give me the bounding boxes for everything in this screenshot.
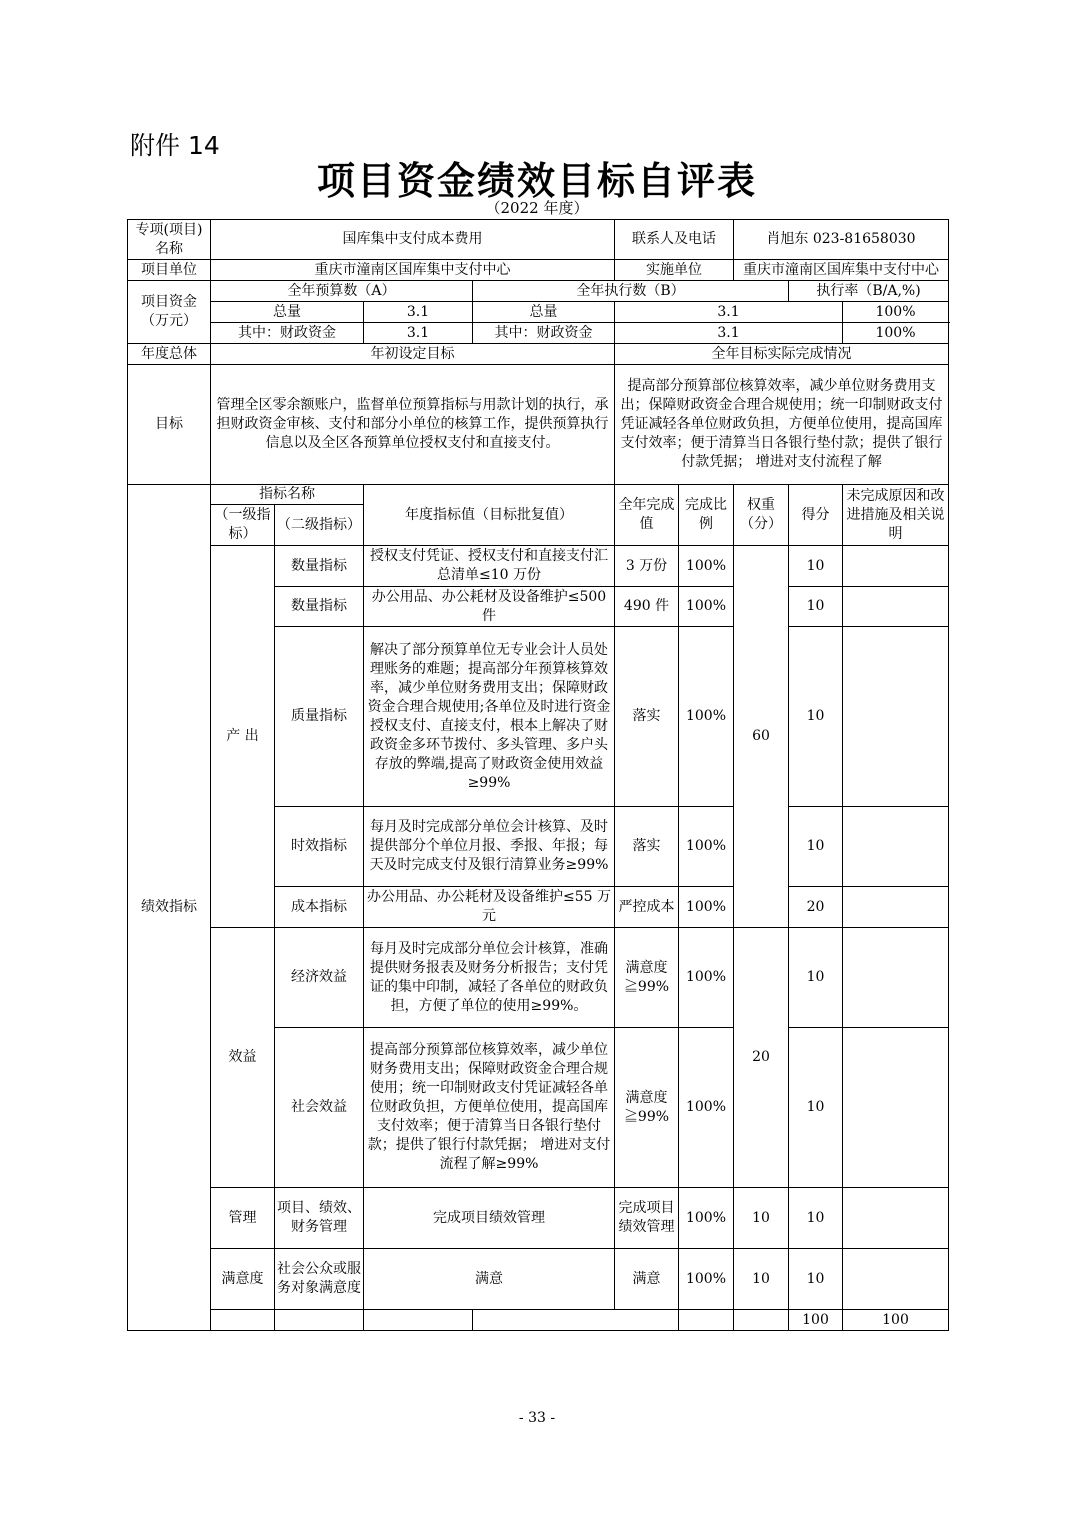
ratio-cell: 100%: [679, 807, 734, 887]
total-exec-label: 总量: [473, 302, 615, 323]
reason-cell: [843, 928, 949, 1028]
project-name-value: 国库集中支付成本费用: [211, 220, 615, 260]
value-cell: 满意度≧99%: [615, 1028, 679, 1188]
reason-cell: [843, 1249, 949, 1310]
fiscal-exec: 3.1: [615, 323, 843, 344]
value-cell: 完成项目绩效管理: [615, 1188, 679, 1249]
score-cell: 10: [789, 1249, 843, 1310]
total-budget: 3.1: [364, 302, 473, 323]
ratio-cell: 100%: [679, 887, 734, 928]
target-cell: 每月及时完成部分单位会计核算，准确提供财务报表及财务分析报告；支付凭证的集中印制，减轻了各单位的财政负担，方便了单位的使用≥99%。: [364, 928, 615, 1028]
annual-value-header: 全年完成值: [615, 485, 679, 546]
actual-goal-text: 提高部分预算部位核算效率，减少单位财务费用支出；保障财政资金合理合规使用；统一印制财政支付凭证减轻各单位财政负担，方便单位使用，提高国库支付效率；便于清算当日各银行垫付款；提供了银行付款凭据； 增进对支付流程了解: [615, 365, 949, 485]
contact-label: 联系人及电话: [615, 220, 734, 260]
reason-cell: [843, 1028, 949, 1188]
total-label: 总量: [211, 302, 364, 323]
level2-cell: 社会效益: [275, 1028, 364, 1188]
level2-cell: 项目、绩效、财务管理: [275, 1188, 364, 1249]
goal-label: 目标: [128, 365, 211, 485]
weight-header: 权重（分）: [734, 485, 789, 546]
target-cell: 完成项目绩效管理: [364, 1188, 615, 1249]
contact-value: 肖旭东 023-81658030: [734, 220, 949, 260]
target-cell: 办公用品、办公耗材及设备维护≤500 件: [364, 587, 615, 627]
fiscal-exec-label: 其中：财政资金: [473, 323, 615, 344]
target-cell: 办公用品、办公耗材及设备维护≤55 万元: [364, 887, 615, 928]
overall-label: 年度总体: [128, 344, 211, 365]
exec-header: 全年执行数（B）: [473, 281, 789, 302]
total-weight: 100: [789, 1310, 843, 1331]
fiscal-rate: 100%: [843, 323, 949, 344]
evaluation-table: [127, 219, 949, 1331]
ratio-cell: 100%: [679, 928, 734, 1028]
ratio-cell: 100%: [679, 1188, 734, 1249]
reason-cell: [843, 587, 949, 627]
score-cell: 10: [789, 807, 843, 887]
ratio-cell: 100%: [679, 627, 734, 807]
impl-unit-value: 重庆市潼南区国库集中支付中心: [734, 260, 949, 281]
target-cell: 解决了部分预算单位无专业会计人员处理账务的难题；提高部分年预算核算效率，减少单位财务费用支出；保障财政资金合理合规使用;各单位及时进行资金授权支付、直接支付，根本上解决了财政资金多环节拨付、多头管理、多户头存放的弊端,提高了财政资金使用效益≥99%: [364, 627, 615, 807]
score-cell: 10: [789, 546, 843, 587]
project-unit-value: 重庆市潼南区国库集中支付中心: [211, 260, 615, 281]
output-weight: 60: [734, 546, 789, 928]
reason-cell: [843, 1188, 949, 1249]
total-blank: [211, 1310, 275, 1331]
reason-cell: [843, 887, 949, 928]
level2-cell: 数量指标: [275, 546, 364, 587]
target-header: 年度指标值（目标批复值）: [364, 485, 615, 546]
score-cell: 10: [789, 587, 843, 627]
weight-cell: 10: [734, 1188, 789, 1249]
total-rate: 100%: [843, 302, 949, 323]
impl-unit-label: 实施单位: [615, 260, 734, 281]
score-header: 得分: [789, 485, 843, 546]
level2-header: （二级指标）: [275, 505, 364, 546]
level2-cell: 时效指标: [275, 807, 364, 887]
value-cell: 490 件: [615, 587, 679, 627]
page-title: 项目资金绩效目标自评表: [316, 158, 757, 203]
funds-label: 项目资金（万元）: [128, 281, 211, 344]
reason-cell: [843, 807, 949, 887]
rate-header: 执行率（B/A,%): [789, 281, 949, 302]
target-cell: 满意: [364, 1249, 615, 1310]
total-exec: 3.1: [615, 302, 843, 323]
reason-cell: [843, 627, 949, 807]
score-cell: 10: [789, 1188, 843, 1249]
indicator-name-header: 指标名称: [211, 485, 364, 505]
level2-cell: 经济效益: [275, 928, 364, 1028]
annex-label: 附件 14: [130, 131, 220, 160]
target-cell: 授权支付凭证、授权支付和直接支付汇总清单≤10 万份: [364, 546, 615, 587]
budget-header: 全年预算数（A）: [211, 281, 473, 302]
score-cell: 10: [789, 627, 843, 807]
total-blank: [734, 1310, 789, 1331]
total-score: 100: [843, 1310, 949, 1331]
value-cell: 落实: [615, 627, 679, 807]
level1-cell: 管理: [211, 1188, 275, 1249]
output-label: 产 出: [211, 546, 275, 928]
reason-cell: [843, 546, 949, 587]
level1-header: （一级指标）: [211, 505, 275, 546]
ratio-cell: 100%: [679, 546, 734, 587]
total-blank: [679, 1310, 734, 1331]
report-year: （2022 年度）: [485, 199, 589, 217]
ratio-cell: 100%: [679, 587, 734, 627]
value-cell: 满意: [615, 1249, 679, 1310]
fiscal-budget: 3.1: [364, 323, 473, 344]
benefit-weight: 20: [734, 928, 789, 1188]
initial-goal-header: 年初设定目标: [211, 344, 615, 365]
initial-goal-text: 管理全区零余额账户，监督单位预算指标与用款计划的执行，承担财政资金审核、支付和部分小单位的核算工作，提供预算执行信息以及全区各预算单位授权支付和直接支付。: [211, 365, 615, 485]
indicator-section-label: 绩效指标: [128, 485, 211, 1331]
project-unit-label: 项目单位: [128, 260, 211, 281]
level2-cell: 社会公众或服务对象满意度: [275, 1249, 364, 1310]
total-blank: [473, 1310, 679, 1331]
level2-cell: 成本指标: [275, 887, 364, 928]
ratio-cell: 100%: [679, 1028, 734, 1188]
target-cell: 每月及时完成部分单位会计核算、及时提供部分个单位月报、季报、年报；每天及时完成支付及银行清算业务≥99%: [364, 807, 615, 887]
ratio-header: 完成比例: [679, 485, 734, 546]
score-cell: 10: [789, 1028, 843, 1188]
benefit-label: 效益: [211, 928, 275, 1188]
total-blank: [364, 1310, 473, 1331]
level2-cell: 数量指标: [275, 587, 364, 627]
target-cell: 提高部分预算部位核算效率，减少单位财务费用支出；保障财政资金合理合规使用；统一印制财政支付凭证减轻各单位财政负担，方便单位使用，提高国库支付效率；便于清算当日各银行垫付款；提供了银行付款凭据； 增进对支付流程了解≥99%: [364, 1028, 615, 1188]
value-cell: 满意度≧99%: [615, 928, 679, 1028]
page-number: - 33 -: [518, 1410, 556, 1426]
score-cell: 20: [789, 887, 843, 928]
level2-cell: 质量指标: [275, 627, 364, 807]
reason-header: 未完成原因和改进措施及相关说明: [843, 485, 949, 546]
weight-cell: 10: [734, 1249, 789, 1310]
total-blank: [275, 1310, 364, 1331]
value-cell: 3 万份: [615, 546, 679, 587]
actual-goal-header: 全年目标实际完成情况: [615, 344, 949, 365]
ratio-cell: 100%: [679, 1249, 734, 1310]
level1-cell: 满意度: [211, 1249, 275, 1310]
value-cell: 严控成本: [615, 887, 679, 928]
project-name-label: 专项(项目)名称: [128, 220, 211, 260]
score-cell: 10: [789, 928, 843, 1028]
fiscal-label: 其中：财政资金: [211, 323, 364, 344]
value-cell: 落实: [615, 807, 679, 887]
